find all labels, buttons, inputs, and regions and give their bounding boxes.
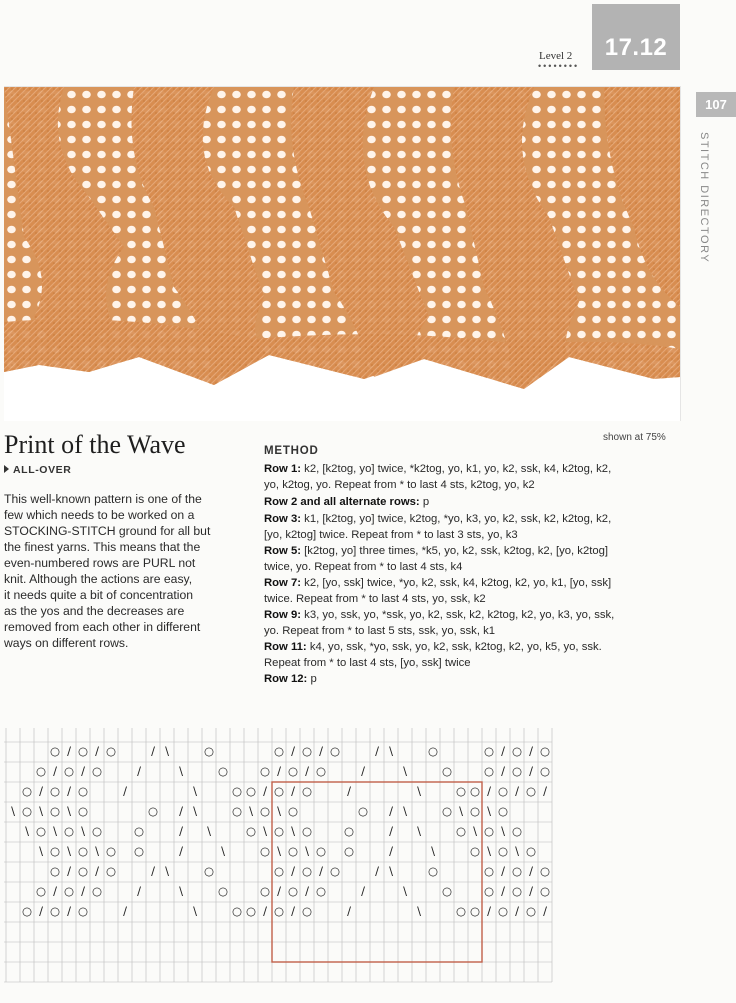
stitch-symbol: ○ [483,824,495,838]
stitch-symbol: \ [193,904,197,918]
method-line [264,559,462,575]
method-line [264,494,429,510]
pattern-title: Print of the Wave [4,430,186,459]
stitch-number: 17.12 [604,34,668,61]
stitch-symbol: ○ [483,764,495,778]
category-label: ALL-OVER [13,464,72,476]
stitch-symbol: / [347,904,351,918]
row-instructions: p [307,673,317,685]
stitch-symbol: ○ [63,884,75,898]
stitch-symbol: / [389,824,393,838]
stitch-symbol: \ [179,764,183,778]
stitch-symbol: ○ [245,904,257,918]
stitch-symbol: \ [305,844,309,858]
stitch-symbol: / [291,784,295,798]
stitch-symbol: ○ [35,764,47,778]
stitch-symbol: \ [207,824,211,838]
stitch-symbol: ○ [469,784,481,798]
stitch-symbol: / [501,864,505,878]
stitch-symbol: ○ [539,884,551,898]
stitch-symbol: \ [53,824,57,838]
stitch-symbol: ○ [301,864,313,878]
stitch-symbol: / [123,904,127,918]
stitch-symbol: ○ [525,904,537,918]
stitch-symbol: ○ [287,764,299,778]
stitch-symbol: ○ [329,744,341,758]
stitch-symbol: / [39,904,43,918]
stitch-symbol: / [179,844,183,858]
stitch-symbol: \ [277,844,281,858]
stitch-symbol: / [375,744,379,758]
row-instructions: [k2tog, yo] three times, *k5, yo, k2, ssk, k2tog, k2, [yo, k2tog] [301,545,609,557]
knitting-chart-grid [4,728,564,996]
row-instructions: Repeat from * to last 4 sts, [yo, ssk] twice [264,657,471,669]
stitch-symbol: ○ [49,784,61,798]
stitch-symbol: \ [249,804,253,818]
stitch-symbol: / [123,784,127,798]
row-label: Row 9: [264,609,302,621]
stitch-symbol: \ [431,844,435,858]
stitch-symbol: ○ [259,764,271,778]
row-instructions: twice, yo. Repeat from * to last 4 sts, k4 [264,561,463,573]
stitch-symbol: / [389,804,393,818]
stitch-symbol: \ [403,884,407,898]
intro-line: knit. Although the actions are easy, [4,572,193,586]
stitch-symbol: ○ [525,844,537,858]
stitch-symbol: \ [39,844,43,858]
stitch-symbol: \ [501,824,505,838]
stitch-symbol: / [263,784,267,798]
stitch-symbol: ○ [483,744,495,758]
method-line [264,477,535,493]
stitch-symbol: / [501,744,505,758]
stitch-symbol: ○ [441,764,453,778]
stitch-symbol: \ [389,864,393,878]
intro-line: STOCKING-STITCH ground for all but [4,524,211,538]
intro-line: as the yos and the decreases are [4,604,185,618]
stitch-symbol: \ [39,804,43,818]
stitch-symbol: \ [67,804,71,818]
stitch-symbol: / [389,844,393,858]
stitch-symbol: \ [193,804,197,818]
stitch-symbol: ○ [77,784,89,798]
stitch-symbol: \ [165,864,169,878]
stitch-symbol: ○ [455,824,467,838]
stitch-symbol: ○ [273,744,285,758]
stitch-symbol: ○ [469,804,481,818]
stitch-symbol: \ [67,844,71,858]
method-line [264,607,614,623]
row-instructions: k4, yo, ssk, *yo, ssk, yo, k2, ssk, k2tog, k2, yo, k5, yo, ssk. [306,641,602,653]
stitch-symbol: \ [417,904,421,918]
stitch-symbol: / [95,864,99,878]
stitch-symbol: / [53,764,57,778]
row-label: Row 12: [264,673,308,685]
stitch-symbol: ○ [525,784,537,798]
stitch-symbol: ○ [231,784,243,798]
stitch-symbol: / [39,784,43,798]
stitch-symbol: ○ [287,804,299,818]
stitch-symbol: \ [193,784,197,798]
stitch-symbol: ○ [427,864,439,878]
intro-line: This well-known pattern is one of the [4,492,202,506]
stitch-symbol: ○ [329,864,341,878]
stitch-symbol: ○ [455,784,467,798]
stitch-symbol: ○ [483,884,495,898]
stitch-symbol: ○ [273,904,285,918]
row-instructions: k1, [k2tog, yo] twice, k2tog, *yo, k3, yo, k2, ssk, k2, k2tog, k2, [301,513,612,525]
stitch-symbol: ○ [273,824,285,838]
stitch-symbol: ○ [259,844,271,858]
stitch-symbol: / [529,744,533,758]
row-label: Row 3: [264,513,302,525]
method-line [264,655,471,671]
page-number-tab [696,92,736,117]
row-label: Row 1: [264,463,302,475]
stitch-symbol: ○ [203,864,215,878]
method-line [264,639,602,655]
stitch-symbol: ○ [21,804,33,818]
stitch-symbol: ○ [105,864,117,878]
stitch-symbol: ○ [511,884,523,898]
stitch-symbol: / [361,884,365,898]
method-line [264,543,608,559]
row-instructions: k3, yo, ssk, yo, *ssk, yo, k2, ssk, k2, k2tog, k2, yo, k3, yo, ssk, [301,609,615,621]
stitch-symbol: / [291,864,295,878]
stitch-symbol: / [95,744,99,758]
stitch-symbol: ○ [77,844,89,858]
stitch-symbol: ○ [49,744,61,758]
stitch-symbol: / [375,864,379,878]
stitch-symbol: \ [95,844,99,858]
stitch-symbol: / [543,904,547,918]
stitch-symbol: / [291,744,295,758]
stitch-symbol: ○ [63,824,75,838]
stitch-symbol: / [137,764,141,778]
stitch-symbol: ○ [245,784,257,798]
row-label: Row 7: [264,577,302,589]
stitch-symbol: ○ [259,804,271,818]
stitch-symbol: ○ [357,804,369,818]
stitch-symbol: ○ [301,824,313,838]
stitch-symbol: \ [277,804,281,818]
method-line [264,527,518,543]
stitch-symbol: ○ [35,884,47,898]
stitch-symbol: \ [165,744,169,758]
triangle-bullet-icon [4,465,9,473]
stitch-symbol: \ [459,804,463,818]
stitch-symbol: / [361,764,365,778]
stitch-symbol: ○ [427,744,439,758]
method-line [264,461,611,477]
stitch-symbol: ○ [245,824,257,838]
stitch-symbol: / [501,884,505,898]
stitch-symbol: ○ [511,744,523,758]
stitch-symbol: ○ [217,884,229,898]
stitch-symbol: ○ [133,844,145,858]
row-instructions: k2, [yo, ssk] twice, *yo, k2, ssk, k4, k2tog, k2, yo, k1, [yo, ssk] [301,577,612,589]
row-label: Row 5: [264,545,302,557]
stitch-symbol: ○ [539,864,551,878]
stitch-symbol: / [277,764,281,778]
stitch-symbol: \ [25,824,29,838]
method-line [264,575,611,591]
stitch-symbol: ○ [105,744,117,758]
stitch-symbol: ○ [455,904,467,918]
stitch-symbol: ○ [343,844,355,858]
stitch-symbol: ○ [35,824,47,838]
stitch-symbol: / [137,884,141,898]
stitch-symbol: ○ [441,804,453,818]
row-label: Row 2 and all alternate rows: [264,496,420,508]
stitch-symbol: ○ [497,784,509,798]
stitch-symbol: \ [417,824,421,838]
stitch-symbol: ○ [315,884,327,898]
stitch-symbol: ○ [273,784,285,798]
stitch-symbol: ○ [147,804,159,818]
method-line [264,591,486,607]
stitch-symbol: / [487,904,491,918]
stitch-symbol: ○ [315,764,327,778]
stitch-symbol: ○ [301,744,313,758]
stitch-symbol: / [67,864,71,878]
stitch-symbol: / [179,804,183,818]
stitch-symbol: ○ [287,844,299,858]
stitch-symbol: / [179,824,183,838]
stitch-symbol: \ [417,784,421,798]
difficulty-level: Level 2 [539,50,573,62]
stitch-symbol: ○ [231,904,243,918]
stitch-symbol: ○ [259,884,271,898]
stitch-symbol: ○ [483,864,495,878]
stitch-symbol: \ [403,804,407,818]
stitch-symbol: / [529,764,533,778]
page-number: 107 [705,97,727,112]
stitch-symbol: / [263,904,267,918]
stitch-symbol: ○ [133,824,145,838]
stitch-symbol: ○ [301,784,313,798]
stitch-symbol: ○ [49,804,61,818]
chart-stitch-symbols [11,744,550,918]
row-instructions: p [419,496,430,508]
stitch-symbol: ○ [511,864,523,878]
stitch-symbol: ○ [77,904,89,918]
stitch-symbol: ○ [77,804,89,818]
section-label-text: STITCH DIRECTORY [698,132,710,264]
stitch-symbol: ○ [343,824,355,838]
stitch-symbol: \ [403,764,407,778]
stitch-symbol: / [319,864,323,878]
stitch-symbol: ○ [539,744,551,758]
stitch-symbol: / [501,764,505,778]
intro-line: removed from each other in different [4,620,201,634]
row-label: Row 11: [264,641,307,653]
method-line [264,511,611,527]
stitch-symbol: ○ [91,884,103,898]
intro-line: even-numbered rows are PURL not [4,556,196,570]
row-instructions: yo, k2tog, yo. Repeat from * to last 4 sts, k2tog, yo, k2 [264,479,535,491]
stitch-symbol: ○ [77,744,89,758]
stitch-symbol: / [305,764,309,778]
stitch-symbol: ○ [441,884,453,898]
level-dots-decoration: •••••••• [538,61,580,71]
stitch-symbol: ○ [63,764,75,778]
stitch-symbol: ○ [49,864,61,878]
stitch-symbol: / [347,784,351,798]
stitch-symbol: ○ [231,804,243,818]
stitch-symbol: ○ [497,904,509,918]
stitch-symbol: / [151,744,155,758]
stitch-symbol: \ [515,844,519,858]
knitting-chart [4,728,564,996]
stitch-symbol: \ [487,844,491,858]
stitch-symbol: ○ [77,864,89,878]
row-instructions: k2, [k2tog, yo] twice, *k2tog, yo, k1, yo, k2, ssk, k4, k2tog, k2, [301,463,612,475]
stitch-symbol: / [67,784,71,798]
stitch-symbol: ○ [105,844,117,858]
stitch-symbol: / [151,864,155,878]
stitch-symbol: \ [221,844,225,858]
stitch-symbol: \ [487,804,491,818]
stitch-symbol: / [515,784,519,798]
stitch-symbol: ○ [511,824,523,838]
stitch-symbol: ○ [21,904,33,918]
stitch-symbol: / [543,784,547,798]
stitch-symbol: / [67,904,71,918]
stitch-symbol: ○ [273,864,285,878]
stitch-symbol: / [487,784,491,798]
stitch-symbol: ○ [511,764,523,778]
stitch-symbol: \ [81,824,85,838]
stitch-number-tab [592,4,680,70]
intro-line: it needs quite a bit of concentration [4,588,194,602]
stitch-symbol: / [277,884,281,898]
swatch-photo [4,86,681,421]
stitch-symbol: ○ [315,844,327,858]
stitch-symbol: ○ [497,844,509,858]
stitch-symbol: \ [263,824,267,838]
stitch-symbol: ○ [217,764,229,778]
method-heading: METHOD [264,445,319,457]
stitch-symbol: ○ [469,904,481,918]
stitch-symbol: / [515,904,519,918]
stitch-symbol: \ [389,744,393,758]
row-instructions: yo. Repeat from * to last 5 sts, ssk, yo, ssk, k1 [264,625,496,637]
stitch-symbol: ○ [21,784,33,798]
stitch-symbol: / [53,884,57,898]
section-label [698,132,722,332]
pattern-category [4,464,71,476]
stitch-symbol: / [81,764,85,778]
stitch-symbol: \ [291,824,295,838]
stitch-symbol: ○ [469,844,481,858]
stitch-symbol: \ [473,824,477,838]
method-line [264,671,317,687]
stitch-symbol: ○ [539,764,551,778]
lace-swatch-image [4,87,680,421]
stitch-symbol: ○ [497,804,509,818]
photo-scale-caption: shown at 75% [603,432,666,443]
intro-line: the finest yarns. This means that the [4,540,201,554]
stitch-symbol: ○ [49,904,61,918]
stitch-symbol: / [529,884,533,898]
stitch-symbol: ○ [49,844,61,858]
stitch-symbol: ○ [287,884,299,898]
stitch-symbol: \ [11,804,15,818]
intro-line: few which needs to be worked on a [4,508,195,522]
stitch-symbol: / [291,904,295,918]
intro-line: ways on different rows. [4,636,129,650]
method-line [264,623,495,639]
row-instructions: twice. Repeat from * to last 4 sts, yo, ssk, k2 [264,593,486,605]
stitch-symbol: \ [179,884,183,898]
stitch-symbol: ○ [91,824,103,838]
stitch-symbol: ○ [301,904,313,918]
stitch-symbol: / [67,744,71,758]
stitch-symbol: ○ [91,764,103,778]
stitch-symbol: / [305,884,309,898]
stitch-symbol: / [529,864,533,878]
stitch-symbol: / [319,744,323,758]
stitch-symbol: ○ [203,744,215,758]
row-instructions: [yo, k2tog] twice. Repeat from * to last 3 sts, yo, k3 [264,529,518,541]
stitch-symbol: / [81,884,85,898]
